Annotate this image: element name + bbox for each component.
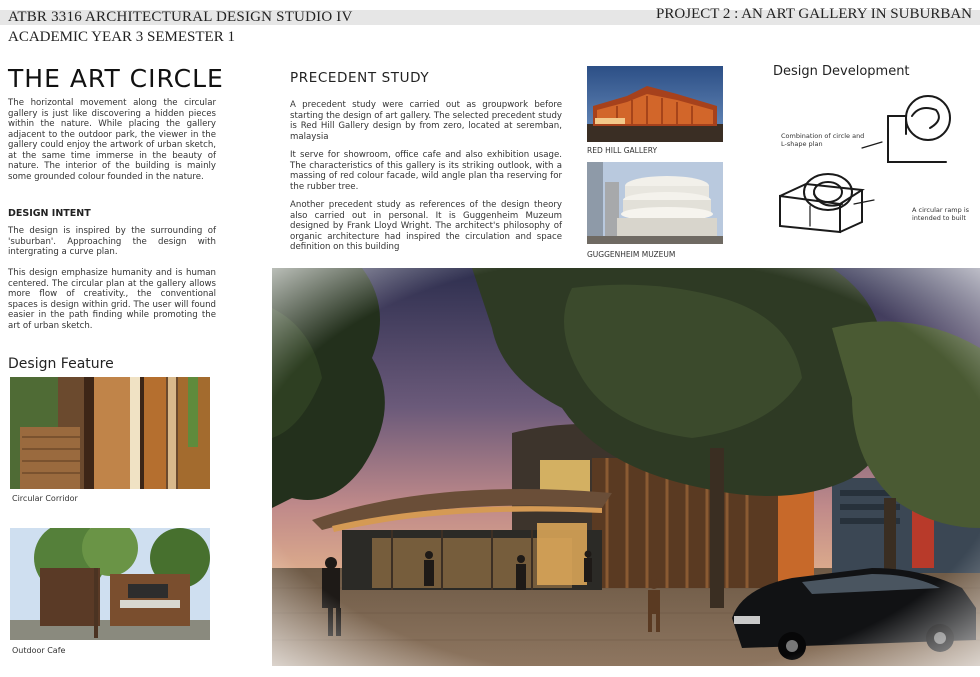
red-hill-gallery-image bbox=[587, 66, 723, 142]
intro-paragraph: The horizontal movement along the circular gallery is just like discovering a hidden pieces within the nature. While placing the gallery adjacent to the outdoor park, the viewer in the gallery could enjoy the artwork of urban sketch, at the same time immerse in the beauty of nature. The interior of the building is mainly some grounded colour founded in the nature. bbox=[8, 98, 216, 182]
caption-guggenheim-museum: GUGGENHEIM MUZEUM bbox=[587, 250, 676, 259]
precedent-paragraph-3: Another precedent study as references of the design theory also carried out in personal. It is Guggenheim Muzeum designed by Frank Lloyd Wright. The architect's philosophy of organic architecture had inspired the circulation and space definition on this building bbox=[290, 200, 562, 252]
guggenheim-museum-image bbox=[587, 162, 723, 244]
page-title: THE ART CIRCLE bbox=[8, 64, 224, 93]
main-render-image bbox=[272, 268, 980, 666]
design-intent-heading: DESIGN INTENT bbox=[8, 208, 91, 219]
academic-year: ACADEMIC YEAR 3 SEMESTER 1 bbox=[8, 29, 235, 45]
design-development-sketch bbox=[770, 86, 980, 246]
design-feature-heading: Design Feature bbox=[8, 356, 114, 372]
circular-corridor-image bbox=[10, 377, 210, 489]
precedent-paragraph-1: A precedent study were carried out as groupwork before starting the design of art gallery. The selected precedent study is Red Hill Gallery design by from zero, located at seremban, malaysia bbox=[290, 100, 562, 142]
outdoor-cafe-image bbox=[10, 528, 210, 640]
design-intent-paragraph-2: This design emphasize humanity and is human centered. The circular plan at the gallery allows more flow of creativity., the conventional spaces is design within grid. The user will found easier in the path finding while promoting the art of urban sketch. bbox=[8, 268, 216, 331]
precedent-paragraph-2: It serve for showroom, office cafe and also exhibition usage. The characteristics of this gallery is its striking outlook, with a massing of red colour facade, wild angle plan tha reserving for the rubber tree. bbox=[290, 150, 562, 192]
label-circular-ramp: A circular ramp is intended to built bbox=[912, 206, 970, 222]
design-intent-paragraph-1: The design is inspired by the surrounding of 'suburban'. Approaching the design with intergrating a curve plan. bbox=[8, 226, 216, 257]
caption-outdoor-cafe: Outdoor Cafe bbox=[12, 646, 66, 655]
project-title: PROJECT 2 : AN ART GALLERY IN SUBURBAN bbox=[656, 6, 972, 22]
design-development-heading: Design Development bbox=[773, 64, 910, 79]
label-combination-plan: Combination of circle and L-shape plan bbox=[781, 132, 865, 148]
precedent-study-heading: PRECEDENT STUDY bbox=[290, 70, 430, 86]
caption-red-hill-gallery: RED HILL GALLERY bbox=[587, 146, 658, 155]
course-title: ATBR 3316 ARCHITECTURAL DESIGN STUDIO IV bbox=[8, 9, 353, 25]
caption-circular-corridor: Circular Corridor bbox=[12, 494, 78, 503]
